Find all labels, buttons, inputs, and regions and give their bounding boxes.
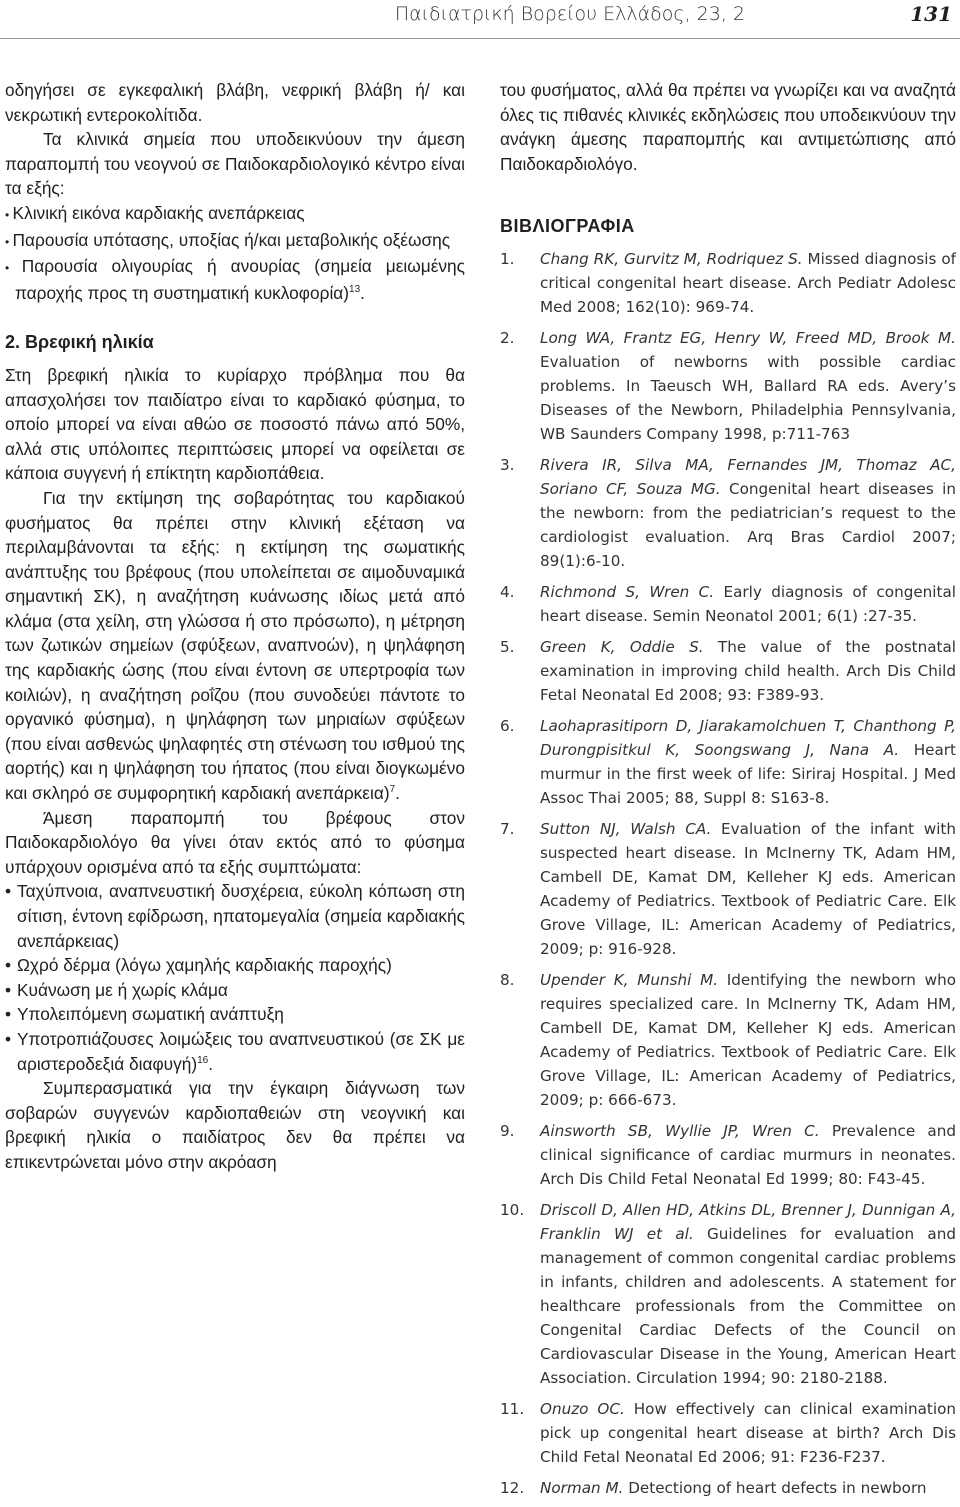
reference-authors: Chang RK, Gurvitz M, Rodriquez S. [540,250,803,269]
reference-authors: Rivera IR, Silva MA, Fernandes JM, Thomaz AC, Soriano CF, Souza MG. [540,456,956,499]
page-header [0,0,960,40]
reference-number: 3. [500,456,515,475]
reference-text: Evaluation of newborns with possible cardiac problems. In Taeusch WH, Ballard RA eds. Avery’s Diseases of the Newborn, Philadelphia Pennsylvania, WB Saunders Company 1998, p:711-763 [540,353,956,444]
clinical-signs-list [5,201,465,305]
reference-number: 6. [500,717,515,736]
list-item-text: Υποτροπιάζουσες λοιμώξεις του αναπνευστικού (σε ΣΚ με αριστεροδεξιά διαφυγή) [17,1028,465,1074]
reference-text: Early diagnosis of congenital heart disease. Semin Neonatol 2001; 6(1) :27-35. [540,583,957,626]
paragraph: Τα κλινικά σημεία που υποδεικνύουν την άμεση παραπομπή του νεογνού σε Παιδοκαρδιολογικό κέντρο είναι τα εξής: [5,129,465,199]
paragraph: Άμεση παραπομπή του βρέφους στον Παιδοκαρδιολόγο θα γίνει όταν εκτός από το φύσημα υπάρχουν ορισμένα από τα εξής συμπτώματα: [5,807,465,877]
reference-item [500,326,956,446]
header-rule [0,38,960,39]
reference-item [500,968,956,1112]
reference-authors: Green K, Oddie S. [540,638,704,657]
reference-number: 10. [500,1201,525,1220]
reference-number: 5. [500,638,515,657]
paragraph: Συμπερασματικά για την έγκαιρη διάγνωση των σοβαρών συγγενών καρδιοπαθειών στη νεογνική και βρεφική ηλικία ο παιδίατρος δεν θα πρέπει να επικεντρώνεται μόνο στην ακρόαση [5,1078,465,1172]
reference-text: How effectively can clinical examination pick up congenital heart disease at birth? Arch Dis Child Fetal Neonatal Ed 2006; 91: F236-F237. [540,1400,956,1467]
list-item: • Υπολειπόμενη σωματική ανάπτυξη [5,1002,465,1027]
reference-authors: Laohaprasitiporn D, Jiarakamolchuen T, Chanthong P, Durongpisitkul K, Soongswang J, Nana A. [540,717,956,760]
list-item: • Παρουσία υπότασης, υποξίας ή/και μεταβολικής οξέωσης [5,228,465,255]
reference-number: 12. [500,1479,525,1498]
citation: 7 [389,784,396,796]
reference-text: Missed diagnosis of critical congenital heart disease. Arch Pediatr Adolesc Med 2008; 162(10): 969-74. [540,250,957,317]
reference-number: 4. [500,583,515,602]
reference-item [500,247,956,319]
reference-item [500,1198,956,1390]
reference-item [500,714,956,810]
reference-item [500,817,956,961]
paragraph: οδηγήσει σε εγκεφαλική βλάβη, νεφρική βλάβη ή/ και νεκρωτική εντεροκολίτιδα. [5,80,465,125]
list-item: • Υποτροπιάζουσες λοιμώξεις του αναπνευστικού (σε ΣΚ με αριστεροδεξιά διαφυγή)$^{16}$. [5,1027,465,1076]
reference-text: Evaluation of the infant with suspected heart disease. In McInerny TK, Adam HM, Cambell DE, Kamat DM, Kelleher KJ eds. American Academy of Pediatrics. Textbook of Pediatric Care. Elk Grove Village, IL: American Academy of Pediatrics, 2009; p: 916-928. [540,820,956,959]
reference-authors: Ainsworth SB, Wyllie JP, Wren C. [540,1122,820,1141]
citation: 16 [197,1054,209,1066]
reference-authors: Upender K, Munshi M. [540,971,719,990]
journal-title: Παιδιατρική Βορείου Ελλάδος, 23, 2 [394,3,745,25]
symptoms-list [5,879,465,1076]
list-item: • Ταχύπνοια, αναπνευστική δυσχέρεια, εύκολη κόπωση στη σίτιση, έντονη εφίδρωση, ηπατομεγαλία (σημεία καρδιακής ανεπάρκειας) [5,879,465,953]
reference-text: Identifying the newborn who requires specialized care. In McInerny TK, Adam HM, Cambell DE, Kamat DM, Kelleher KJ eds. American Academy of Pediatrics. Textbook of Pediatric Care. Elk Grove Village, IL: American Academy of Pediatrics, 2009; p: 666-673. [540,971,956,1110]
reference-number: 9. [500,1122,515,1141]
list-item: • Κυάνωση με ή χωρίς κλάμα [5,978,465,1003]
reference-item [500,580,956,628]
reference-number: 1. [500,250,515,269]
reference-authors: Sutton NJ, Walsh CA. [540,820,712,839]
reference-authors: Long WA, Frantz EG, Henry W, Freed MD, Brook M. [540,329,956,348]
reference-authors: Onuzo OC. [540,1400,625,1419]
list-item: • Παρουσία ολιγουρίας ή ανουρίας (σημεία μειωμένης παροχής προς τη συστηματική κυκλοφορία)$^{13}$. [5,254,465,305]
reference-item [500,1119,956,1191]
right-column [500,78,956,1507]
reference-item [500,1397,956,1469]
reference-text: Heart murmur in the first week of life: Siriraj Hospital. J Med Assoc Thai 2005; 88, Suppl 8: S163-8. [540,741,956,808]
reference-text: Congenital heart diseases in the newborn: from the pediatrician’s request to the cardiologist evaluation. Arq Bras Cardiol 2007; 89(1):6-10. [540,480,956,571]
citation: 13 [349,283,361,295]
list-item: • Ωχρό δέρμα (λόγω χαμηλής καρδιακής παροχής) [5,953,465,978]
section-heading: 2. Βρεφική ηλικία [5,332,154,353]
reference-authors: Driscoll D, Allen HD, Atkins DL, Brenner J, Dunnigan A, Franklin WJ et al. [540,1201,956,1244]
reference-text: Detectiong of heart defects in newborn [623,1479,927,1498]
reference-text: The value of the postnatal examination in improving child health. Arch Dis Child Fetal Neonatal Ed 2008; 93: F389-93. [540,638,956,705]
paragraph: του φυσήματος, αλλά θα πρέπει να γνωρίζει και να αναζητά όλες τις πιθανές κλινικές εκδηλώσεις που υποδεικνύουν την ανάγκη άμεσης παραπομπής και αντιμετώπισης από Παιδοκαρδιολόγο. [500,80,956,174]
reference-number: 11. [500,1400,525,1419]
list-item: • Κλινική εικόνα καρδιακής ανεπάρκειας [5,201,465,228]
reference-number: 7. [500,820,515,839]
reference-text: Guidelines for evaluation and management of common congenital cardiac problems in infants, children and adolescents. A statement for healthcare professionals from the Committee on Congenital Cardiac Defects of the Council on Cardiovascular Disease in the Young, American Heart Association. Circulation 1994; 90: 2180-2188. [540,1225,956,1388]
reference-number: 8. [500,971,515,990]
reference-authors: Richmond S, Wren C. [540,583,715,602]
left-column [5,78,465,1175]
paragraph-text: Για την εκτίμηση της σοβαρότητας του καρδιακού φυσήματος θα πρέπει στην κλινική εξέταση να περιλαμβάνονται τα εξής: η εκτίμηση της σωματικής ανάπτυξης του βρέφους (που υπολείπεται σε αιμοδυναμικά σημαντική ΣΚ), η αναζήτηση κυάνωσης ιδίως μετά από κλάμα (στα χείλη, στη γλώσσα ή στο πρόσωπο), η μέτρηση των ζωτικών σημείων (σφύξεων, αναπνοών), η ψηλάφηση της καρδιακής ώσης (που είναι έντονη σε υπερτροφία των κοιλιών), η αναζήτηση ροΐζου (που συνοδεύει πάντοτε το οργανικό φύσημα), η ψηλάφηση των μηριαίων σφύξεων (που είναι ασθενώς ψηλαφητές στη στένωση του ισθμού της αορτής) και η ψηλάφηση του ήπατος (που είναι διογκωμένο και σκληρό σε συμφορητική καρδιακή ανεπάρκεια) [5,487,465,804]
reference-item [500,635,956,707]
bibliography-heading: ΒΙΒΛΙΟΓΡΑΦΙΑ [500,216,635,237]
reference-list [500,247,956,1500]
page-number: 131 [910,2,952,26]
reference-text: Prevalence and clinical significance of cardiac murmurs in neonates. Arch Dis Child Fetal Neonatal Ed 1999; 80: F43-45. [540,1122,956,1189]
list-item-text: Παρουσία ολιγουρίας ή ανουρίας (σημεία μειωμένης παροχής προς τη συστηματική κυκλοφορία) [15,256,465,303]
paragraph: Στη βρεφική ηλικία το κυρίαρχο πρόβλημα που θα απασχολήσει τον παιδίατρο είναι το καρδιακό φύσημα, το οποίο μπορεί να είναι αθώο σε ποσοστό πάνω από 50%, αλλά στις υπόλοιπες περιπτώσεις μπορεί να οφείλεται σε κάποια συγγενή ή επίκτητη καρδιοπάθεια. [5,364,465,484]
paragraph: Για την εκτίμηση της σοβαρότητας του καρδιακού φυσήματος θα πρέπει στην κλινική εξέταση να περιλαμβάνονται τα εξής: η εκτίμηση της σωματικής ανάπτυξης του βρέφους (που υπολείπεται σε αιμοδυναμικά σημαντική ΣΚ), η αναζήτηση κυάνωσης ιδίως μετά από κλάμα (στα χείλη, στη γλώσσα ή στο πρόσωπο), η μέτρηση των ζωτικών σημείων (σφύξεων, αναπνοών), η ψηλάφηση της καρδιακής ώσης (που είναι έντονη σε υπερτροφία των κοιλιών), η αναζήτηση ροΐζου (που συνοδεύει πάντοτε το οργανικό φύσημα), η ψηλάφηση των μηριαίων σφύξεων (που είναι ασθενώς ψηλαφητές στη στένωση του ισθμού της αορτής) και η ψηλάφηση του ήπατος (που είναι διογκωμένο και σκληρό σε συμφορητική καρδιακή ανεπάρκεια)$^7$. [5,487,465,804]
reference-item [500,453,956,573]
reference-number: 2. [500,329,515,348]
reference-authors: Norman M. [540,1479,624,1498]
